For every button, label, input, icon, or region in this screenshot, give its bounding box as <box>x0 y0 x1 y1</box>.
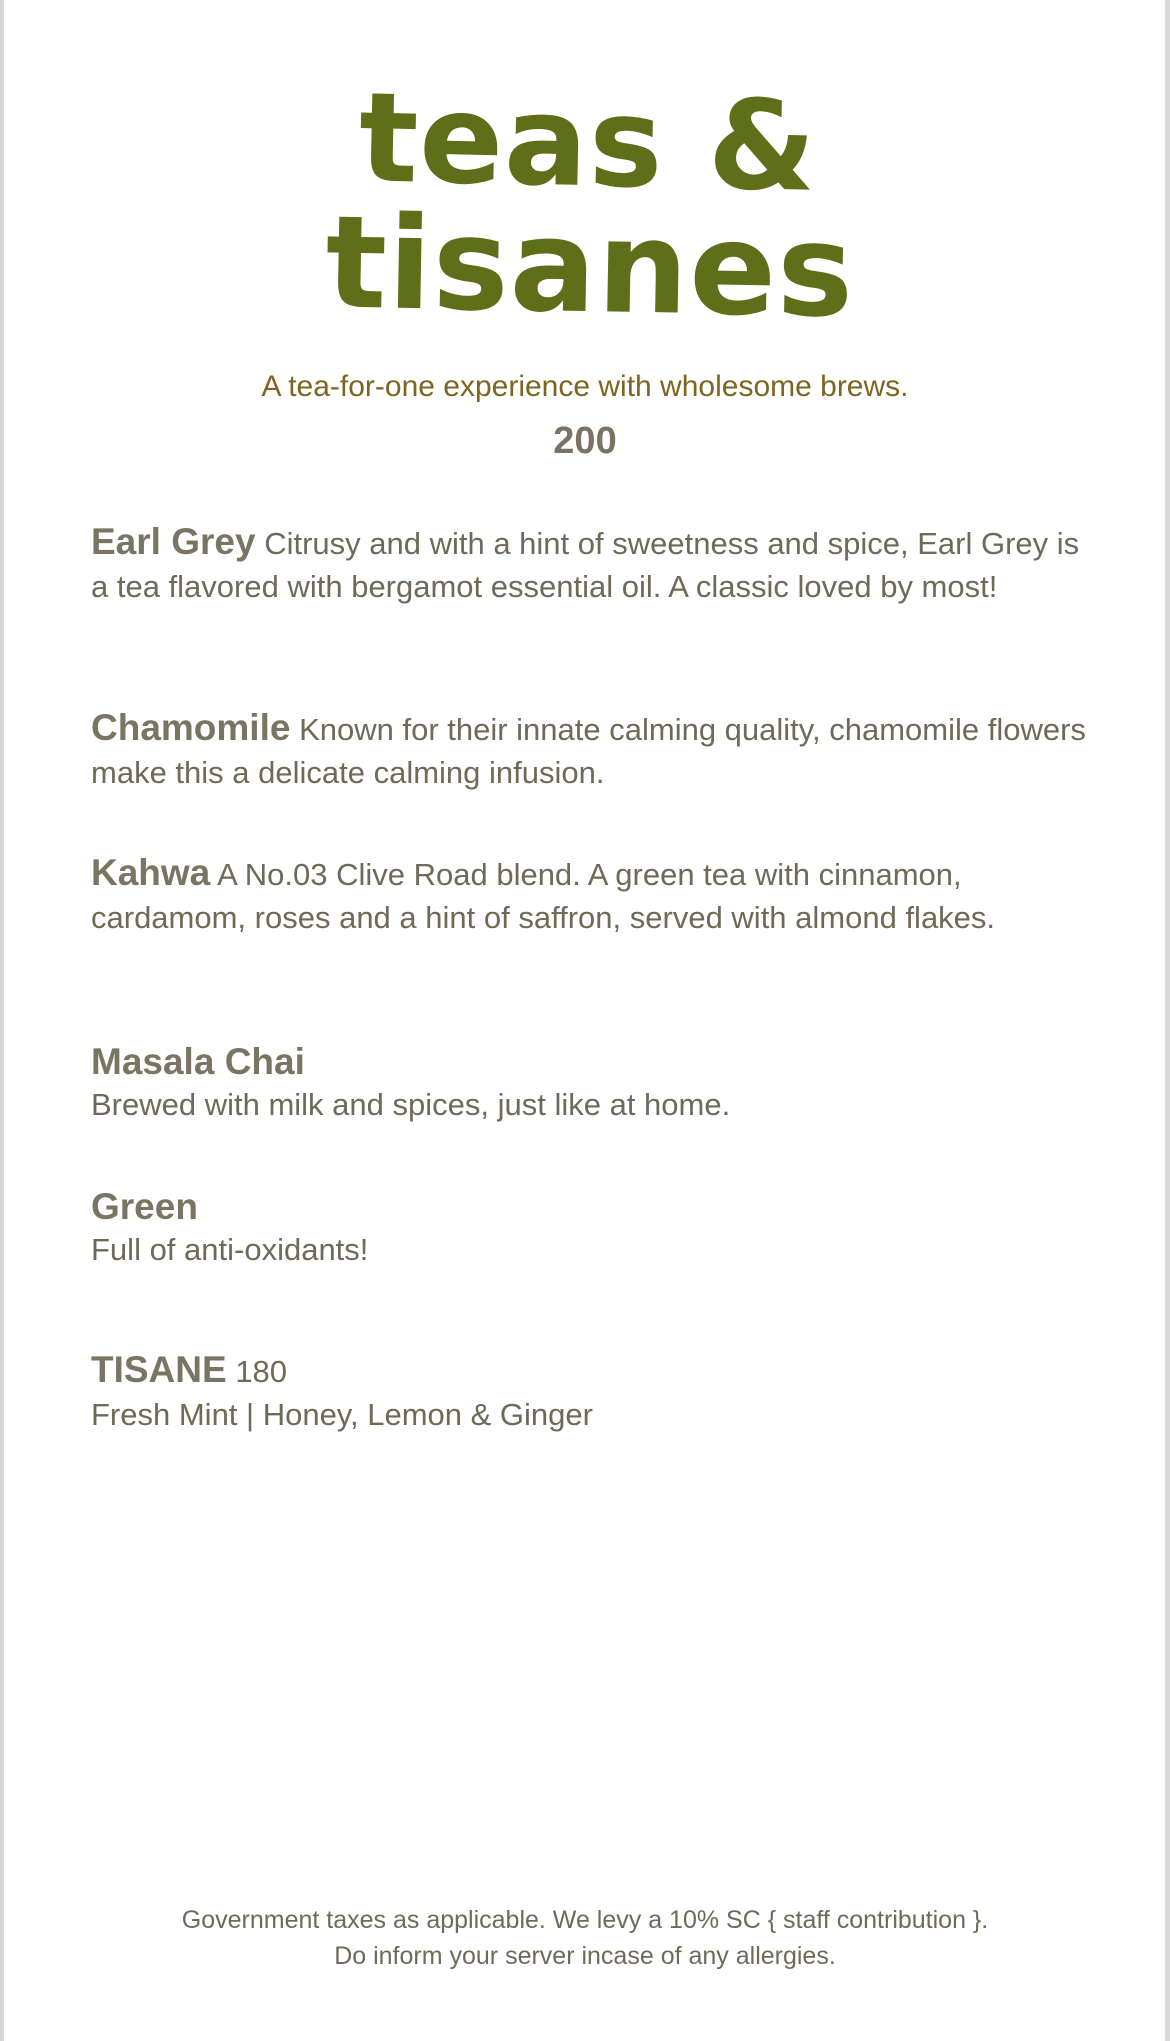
item-description: Known for their innate calming quality, chamomile flowers make this a delicate calming infusion. <box>91 712 1086 790</box>
menu-item-chamomile <box>91 706 1091 794</box>
menu-title-line2: tisanes <box>324 188 856 347</box>
section-price: 200 <box>553 420 617 462</box>
item-name: Kahwa <box>91 852 211 893</box>
menu-item-masala-chai <box>91 1040 1091 1126</box>
menu-item-green <box>91 1185 1091 1271</box>
item-name: Green <box>91 1186 198 1227</box>
item-description: Brewed with milk and spices, just like at home. <box>91 1087 731 1122</box>
tisane-price: 180 <box>235 1354 288 1389</box>
menu-subtitle: A tea-for-one experience with wholesome brews. <box>261 370 909 403</box>
menu-title-line1: teas & <box>357 66 819 220</box>
item-name: Earl Grey <box>91 521 256 562</box>
menu-item-kahwa <box>91 851 1091 939</box>
footer-line-allergies: Do inform your server incase of any allergies. <box>334 1942 836 1970</box>
menu-item-tisane <box>91 1348 1091 1436</box>
item-name: Chamomile <box>91 707 291 748</box>
item-description: A No.03 Clive Road blend. A green tea with cinnamon, cardamom, roses and a hint of saffron, served with almond flakes. <box>91 857 996 935</box>
footer-note <box>0 1902 1170 1974</box>
tisane-options: Fresh Mint | Honey, Lemon & Ginger <box>91 1397 593 1432</box>
item-description: Full of anti-oxidants! <box>91 1232 369 1267</box>
menu-item-earl-grey <box>91 520 1091 608</box>
tisane-name: TISANE <box>91 1349 227 1390</box>
footer-line-taxes: Government taxes as applicable. We levy a 10% SC { staff contribution }. <box>181 1906 989 1934</box>
item-description: Citrusy and with a hint of sweetness and spice, Earl Grey is a tea flavored with bergamot essential oil. A classic loved by most! <box>91 526 1080 604</box>
item-name: Masala Chai <box>91 1041 305 1082</box>
menu-title <box>0 66 1170 347</box>
